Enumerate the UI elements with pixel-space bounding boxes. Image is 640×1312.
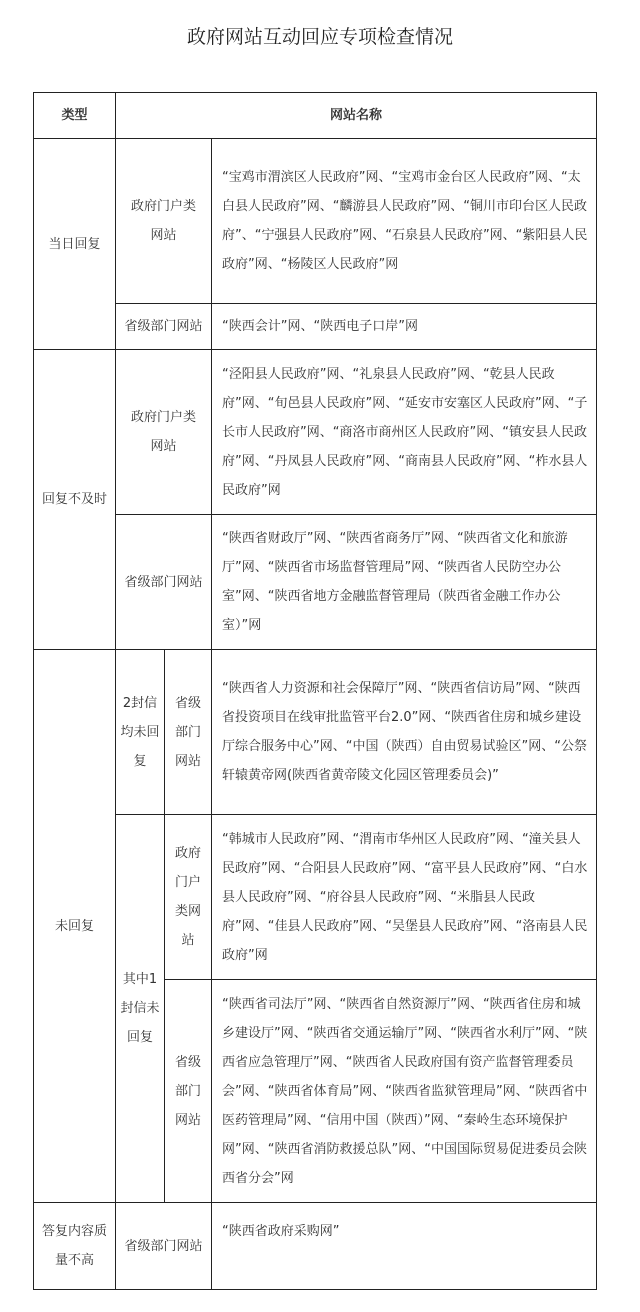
table-header-row bbox=[34, 93, 597, 139]
site-names-cell: “陕西会计”网、“陕西电子口岸”网 bbox=[212, 304, 597, 350]
category-cell: 省级部门网站 bbox=[116, 515, 212, 650]
group-label-no-reply: 未回复 bbox=[34, 650, 116, 1203]
site-names-cell: “陕西省司法厅”网、“陕西省自然资源厅”网、“陕西省住房和城乡建设厅”网、“陕西省交通运输厅”网、“陕西省水利厅”网、“陕西省应急管理厅”网、“陕西省人民政府国有资产监督管理委员会”网、“陕西省体育局”网、“陕西省监狱管理局”网、“陕西省中医药管理局”网、“信用中国（陕西）”网、“秦岭生态环境保护网”网、“陕西省消防救援总队”网、“中国国际贸易促进委员会陕西省分会”网 bbox=[212, 980, 597, 1203]
group-label-low-quality: 答复内容质量不高 bbox=[34, 1203, 116, 1290]
group-label-same-day: 当日回复 bbox=[34, 139, 116, 350]
group-label-late: 回复不及时 bbox=[34, 350, 116, 650]
header-type: 类型 bbox=[34, 93, 116, 139]
category-cell: 省级部门网站 bbox=[116, 1203, 212, 1290]
inspection-table bbox=[33, 92, 597, 1290]
table-row bbox=[34, 350, 597, 515]
category-cell: 省级部门网站 bbox=[116, 304, 212, 350]
header-site-name: 网站名称 bbox=[116, 93, 597, 139]
site-names-cell: “陕西省政府采购网” bbox=[212, 1203, 597, 1290]
table-row bbox=[34, 515, 597, 650]
site-names-cell: “陕西省人力资源和社会保障厅”网、“陕西省信访局”网、“陕西省投资项目在线审批监管平台2.0”网、“陕西省住房和城乡建设厅综合服务中心”网、“中国（陕西）自由贸易试验区”网、“公祭轩辕黄帝网(陕西省黄帝陵文化园区管理委员会)” bbox=[212, 650, 597, 815]
category-cell: 政府门户类网站 bbox=[116, 350, 212, 515]
site-names-cell: “泾阳县人民政府”网、“礼泉县人民政府”网、“乾县人民政府”网、“旬邑县人民政府”网、“延安市安塞区人民政府”网、“子长市人民政府”网、“商洛市商州区人民政府”网、“镇安县人民政府”网、“丹凤县人民政府”网、“商南县人民政府”网、“柞水县人民政府”网 bbox=[212, 350, 597, 515]
subgroup-label-one-unanswered: 其中1封信未回复 bbox=[116, 815, 165, 1203]
site-names-cell: “陕西省财政厅”网、“陕西省商务厅”网、“陕西省文化和旅游厅”网、“陕西省市场监督管理局”网、“陕西省人民防空办公室”网、“陕西省地方金融监督管理局（陕西省金融工作办公室）”网 bbox=[212, 515, 597, 650]
table-row bbox=[34, 139, 597, 304]
page-title: 政府网站互动回应专项检查情况 bbox=[186, 26, 453, 48]
category-cell: 政府门户类网站 bbox=[116, 139, 212, 304]
site-names-cell: “韩城市人民政府”网、“渭南市华州区人民政府”网、“潼关县人民政府”网、“合阳县人民政府”网、“富平县人民政府”网、“白水县人民政府”网、“府谷县人民政府”网、“米脂县人民政府”网、“佳县人民政府”网、“吴堡县人民政府”网、“洛南县人民政府”网 bbox=[212, 815, 597, 980]
site-names-cell: “宝鸡市渭滨区人民政府”网、“宝鸡市金台区人民政府”网、“太白县人民政府”网、“麟游县人民政府”网、“铜川市印台区人民政府”、“宁强县人民政府”网、“石泉县人民政府”网、“紫阳县人民政府”网、“杨陵区人民政府”网 bbox=[212, 139, 597, 304]
subgroup-label-both-unanswered: 2封信均未回复 bbox=[116, 650, 165, 815]
category-cell: 政府门户类网站 bbox=[165, 815, 212, 980]
table-row bbox=[34, 815, 597, 980]
category-cell: 省级部门网站 bbox=[165, 980, 212, 1203]
category-cell: 省级部门网站 bbox=[165, 650, 212, 815]
table-row bbox=[34, 650, 597, 815]
table-row bbox=[34, 1203, 597, 1290]
table-row bbox=[34, 304, 597, 350]
